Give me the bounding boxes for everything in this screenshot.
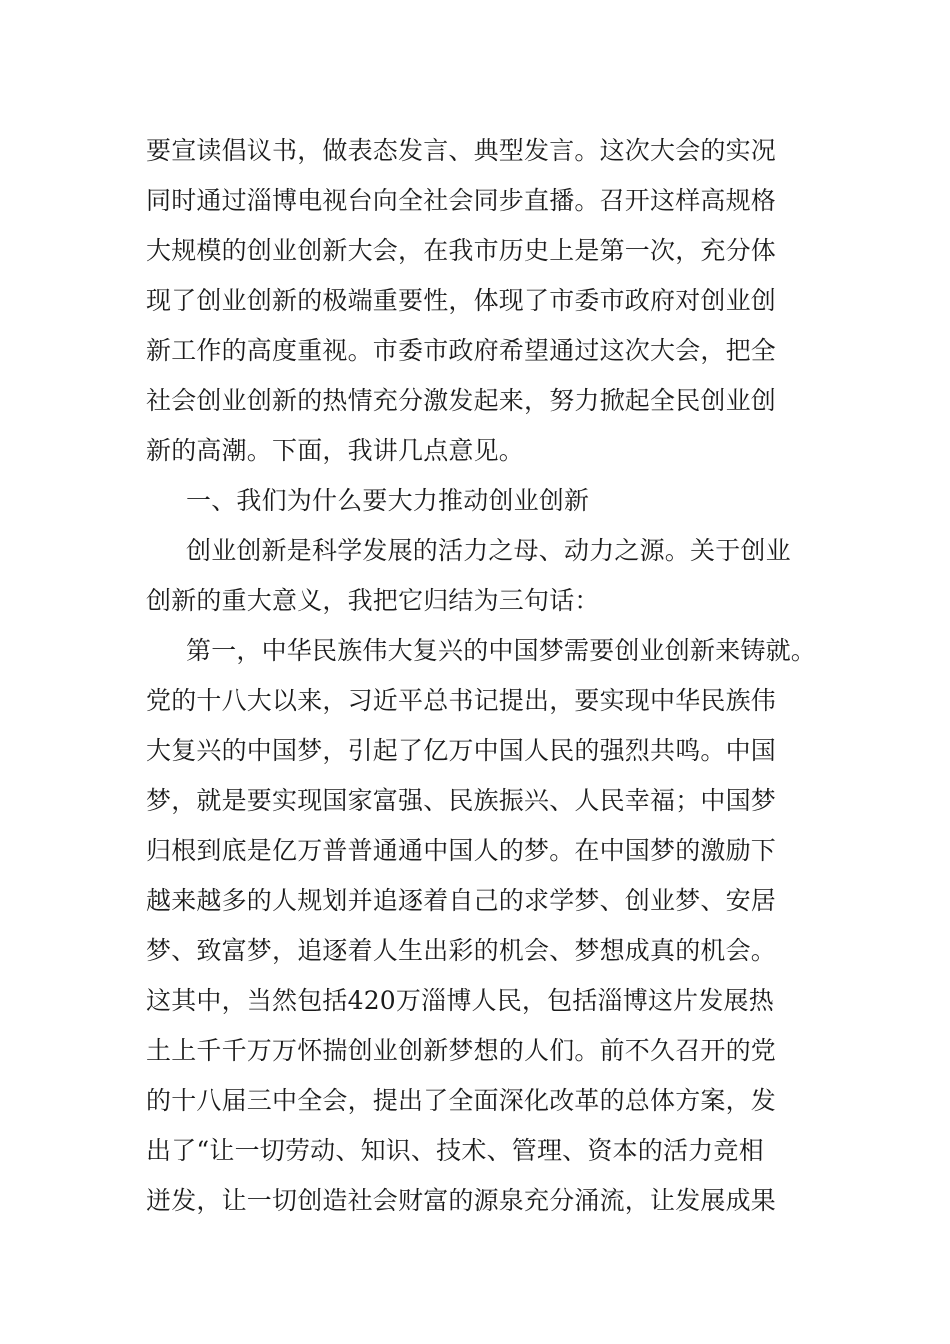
paragraph-line: 大复兴的中国梦，引起了亿万中国人民的强烈共鸣。中国 <box>146 736 777 765</box>
paragraph-line: 这其中，当然包括420万淄博人民，包括淄博这片发展热 <box>146 986 774 1015</box>
paragraph-line: 梦，就是要实现国家富强、民族振兴、人民幸福；中国梦 <box>146 786 777 815</box>
paragraph-line: 同时通过淄博电视台向全社会同步直播。召开这样高规格 <box>146 186 777 215</box>
paragraph-line: 要宣读倡议书，做表态发言、典型发言。这次大会的实况 <box>146 136 777 165</box>
paragraph-line: 的十八届三中全会，提出了全面深化改革的总体方案，发 <box>146 1086 777 1115</box>
paragraph-line: 新工作的高度重视。市委市政府希望通过这次大会，把全 <box>146 336 777 365</box>
paragraph-line: 社会创业创新的热情充分激发起来，努力掀起全民创业创 <box>146 386 777 415</box>
paragraph-line: 现了创业创新的极端重要性，体现了市委市政府对创业创 <box>146 286 777 315</box>
paragraph-line: 迸发，让一切创造社会财富的源泉充分涌流，让发展成果 <box>146 1186 777 1215</box>
paragraph-line: 越来越多的人规划并追逐着自己的求学梦、创业梦、安居 <box>146 886 777 915</box>
paragraph-line: 大规模的创业创新大会，在我市历史上是第一次，充分体 <box>146 236 777 265</box>
paragraph-line: 归根到底是亿万普普通通中国人的梦。在中国梦的激励下 <box>146 836 777 865</box>
paragraph-line: 出了“让一切劳动、知识、技术、管理、资本的活力竞相 <box>146 1136 764 1165</box>
paragraph-line: 第一，中华民族伟大复兴的中国梦需要创业创新来铸就。 <box>186 636 817 665</box>
section-heading: 一、我们为什么要大力推动创业创新 <box>186 486 590 515</box>
paragraph-line: 梦、致富梦，追逐着人生出彩的机会、梦想成真的机会。 <box>146 936 777 965</box>
paragraph-line: 创业创新是科学发展的活力之母、动力之源。关于创业 <box>186 536 791 565</box>
paragraph-line: 新的高潮。下面，我讲几点意见。 <box>146 436 525 465</box>
paragraph-line: 党的十八大以来，习近平总书记提出，要实现中华民族伟 <box>146 686 777 715</box>
paragraph-line: 创新的重大意义，我把它归结为三句话： <box>146 586 600 615</box>
paragraph-line: 土上千千万万怀揣创业创新梦想的人们。前不久召开的党 <box>146 1036 777 1065</box>
